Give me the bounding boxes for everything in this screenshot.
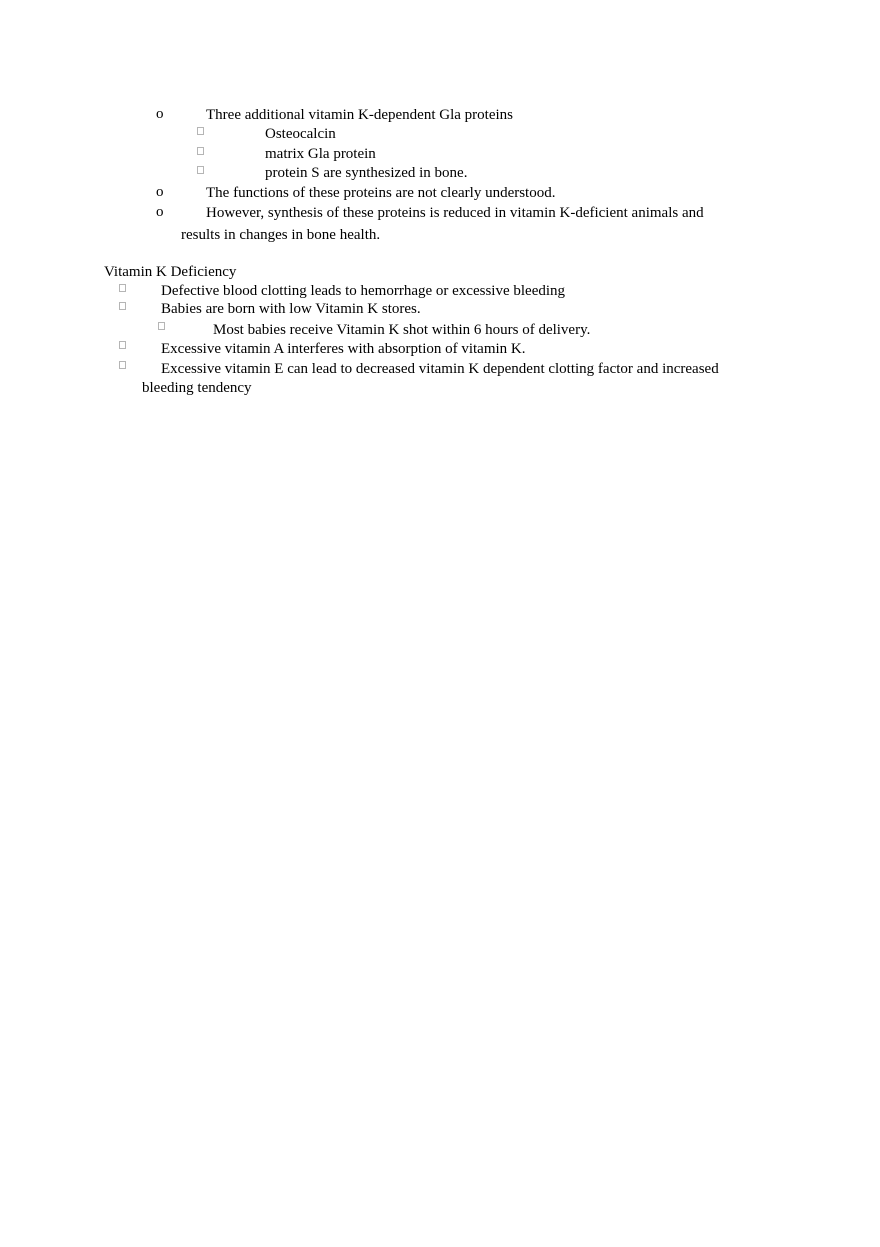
checkbox-square-icon bbox=[197, 127, 204, 135]
checkbox-square-icon bbox=[119, 284, 126, 292]
bullet-o-icon: o bbox=[156, 204, 164, 220]
list-item-text: Babies are born with low Vitamin K stores. bbox=[161, 301, 421, 317]
checkbox-square-icon bbox=[158, 322, 165, 330]
list-item-text: Excessive vitamin A interferes with absorption of vitamin K. bbox=[161, 341, 526, 357]
list-item-text: Three additional vitamin K-dependent Gla proteins bbox=[206, 107, 513, 123]
list-item-text: Excessive vitamin E can lead to decreased vitamin K dependent clotting factor and increased bbox=[161, 361, 719, 377]
list-item-text: The functions of these proteins are not clearly understood. bbox=[206, 185, 556, 201]
list-item-text: protein S are synthesized in bone. bbox=[265, 165, 468, 181]
checkbox-square-icon bbox=[197, 166, 204, 174]
checkbox-square-icon bbox=[197, 147, 204, 155]
section-heading: Vitamin K Deficiency bbox=[104, 264, 237, 280]
list-item-text-continuation: results in changes in bone health. bbox=[181, 227, 381, 243]
list-item-text: Defective blood clotting leads to hemorrhage or excessive bleeding bbox=[161, 283, 566, 299]
checkbox-square-icon bbox=[119, 341, 126, 349]
bullet-o-icon: o bbox=[156, 184, 164, 200]
list-item-text: However, synthesis of these proteins is reduced in vitamin K-deficient animals and bbox=[206, 205, 704, 221]
list-item-text: Osteocalcin bbox=[265, 126, 336, 142]
list-item-text: matrix Gla protein bbox=[265, 146, 376, 162]
checkbox-square-icon bbox=[119, 361, 126, 369]
bullet-o-icon: o bbox=[156, 106, 164, 122]
checkbox-square-icon bbox=[119, 302, 126, 310]
list-item-text-continuation: bleeding tendency bbox=[142, 380, 252, 396]
list-item-text: Most babies receive Vitamin K shot within 6 hours of delivery. bbox=[213, 322, 591, 338]
